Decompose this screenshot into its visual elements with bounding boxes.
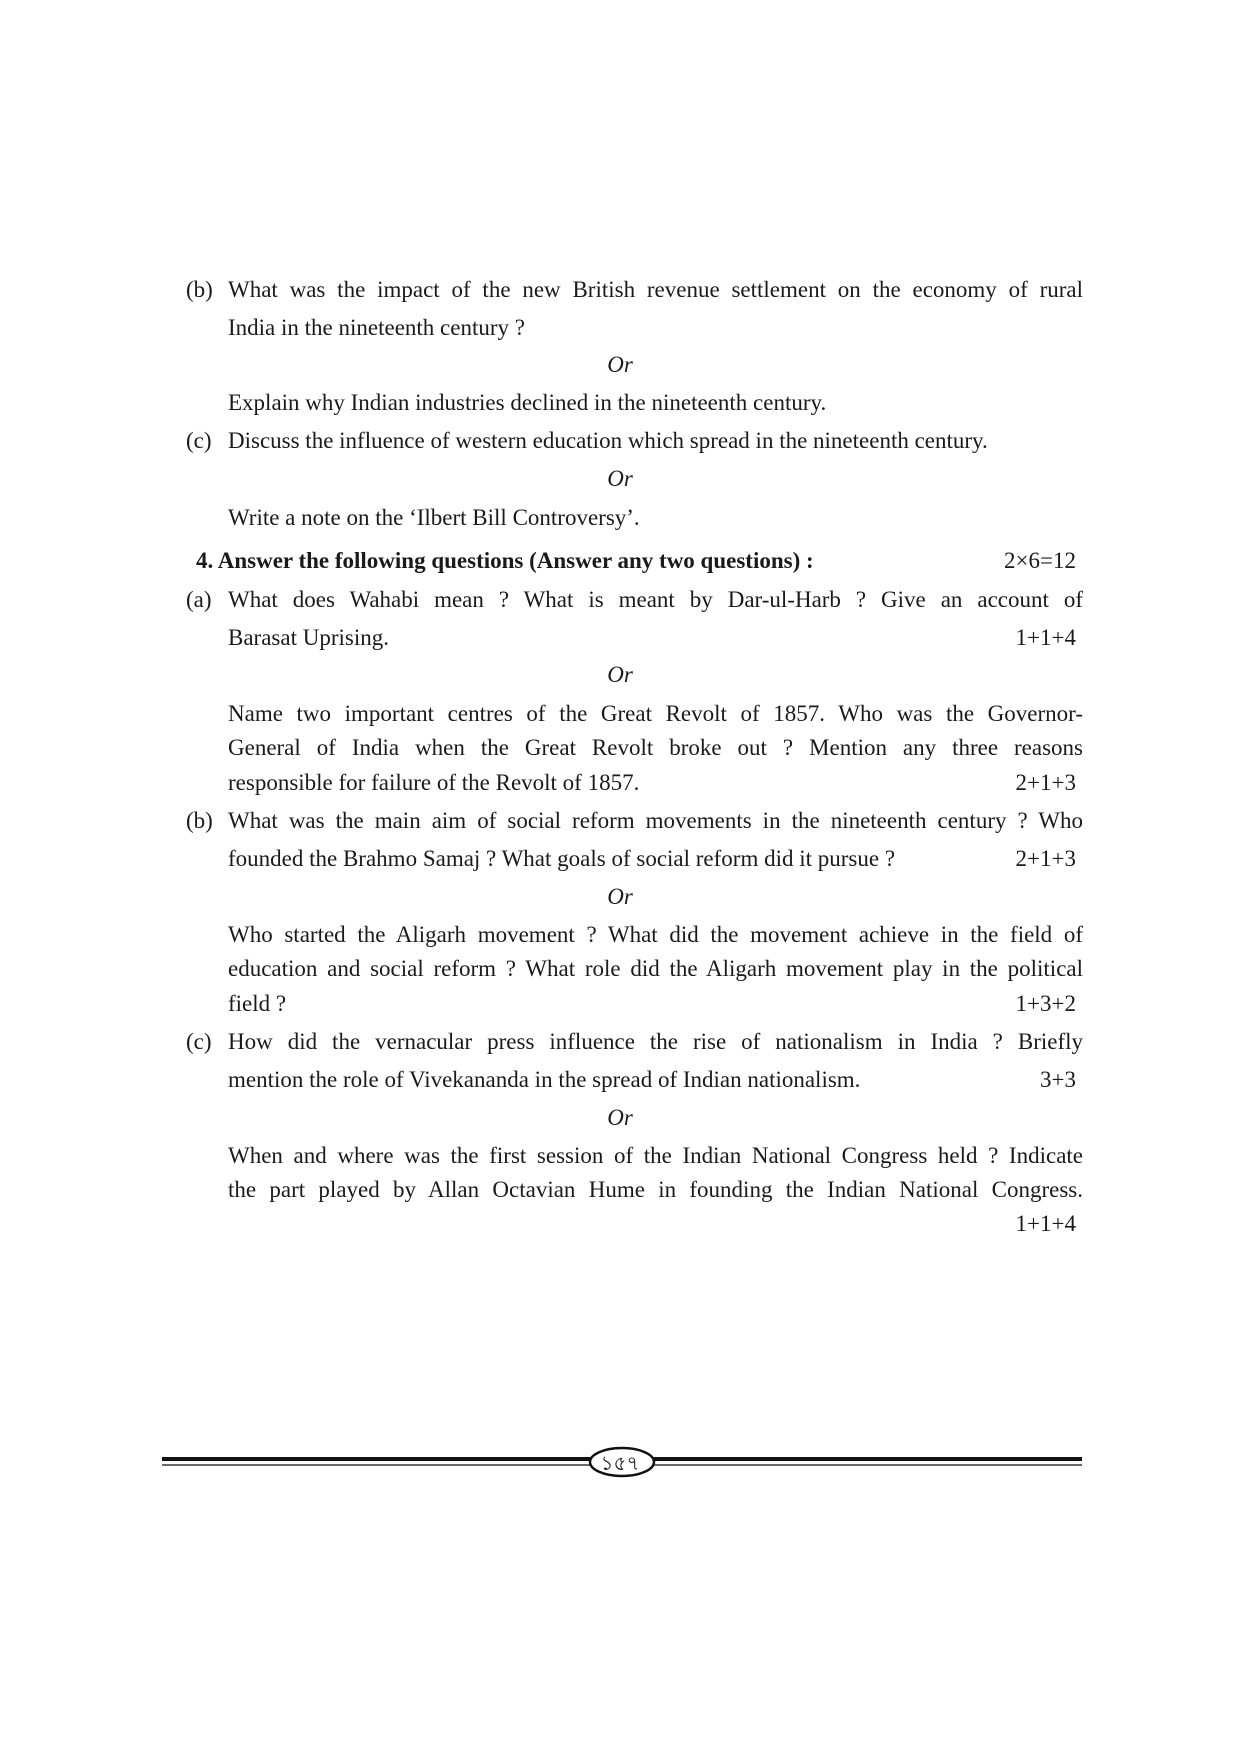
section-heading: 4. Answer the following questions (Answer any two questions) : (196, 548, 814, 573)
question-text: founded the Brahmo Samaj ? What goals of social reform did it pursue ? (228, 846, 896, 871)
alternative-question-text: education and social reform ? What role did the Aligarh movement play in the political (228, 956, 1083, 981)
question-text: Discuss the influence of western education which spread in the nineteenth century. (228, 428, 988, 453)
question-label: (b) (186, 277, 213, 302)
question-label: (c) (186, 1029, 212, 1054)
or-separator: Or (607, 352, 633, 377)
question-marks: 2+1+3 (1015, 846, 1076, 871)
section-marks: 2×6=12 (1004, 548, 1076, 573)
question-text: India in the nineteenth century ? (228, 315, 525, 340)
alternative-question-text: Explain why Indian industries declined in the nineteenth century. (228, 390, 827, 415)
question-marks: 1+1+4 (1015, 625, 1076, 650)
question-marks: 3+3 (1040, 1067, 1076, 1092)
question-marks: 1+1+4 (1015, 1211, 1076, 1236)
alternative-question-text: field ? (228, 991, 287, 1016)
alternative-question-text: Name two important centres of the Great Revolt of 1857. Who was the Governor- (228, 701, 1083, 726)
alternative-question-text: General of India when the Great Revolt broke out ? Mention any three reasons (228, 735, 1083, 760)
or-separator: Or (607, 1105, 633, 1130)
alternative-question-text: the part played by Allan Octavian Hume in founding the Indian National Congress. (228, 1177, 1083, 1202)
alternative-question-text: Write a note on the ‘Ilbert Bill Controversy’. (228, 505, 640, 530)
or-separator: Or (607, 884, 633, 909)
alternative-question-text: Who started the Aligarh movement ? What did the movement achieve in the field of (228, 922, 1083, 947)
or-separator: Or (607, 466, 633, 491)
or-separator: Or (607, 662, 633, 687)
alternative-question-text: responsible for failure of the Revolt of 1857. (228, 770, 640, 795)
question-marks: 1+3+2 (1015, 991, 1076, 1016)
question-label: (b) (186, 808, 213, 833)
question-text: What does Wahabi mean ? What is meant by Dar-ul-Harb ? Give an account of (228, 587, 1083, 612)
question-label: (a) (186, 587, 212, 612)
question-text: Barasat Uprising. (228, 625, 389, 650)
question-text: How did the vernacular press influence the rise of nationalism in India ? Briefly (228, 1029, 1083, 1054)
question-text: What was the impact of the new British revenue settlement on the economy of rural (228, 277, 1083, 302)
question-text: mention the role of Vivekananda in the spread of Indian nationalism. (228, 1067, 861, 1092)
question-marks: 2+1+3 (1015, 770, 1076, 795)
question-label: (c) (186, 428, 212, 453)
question-text: What was the main aim of social reform movements in the nineteenth century ? Who (228, 808, 1083, 833)
alternative-question-text: When and where was the first session of the Indian National Congress held ? Indicate (228, 1143, 1083, 1168)
page-number: ১৫৭ (600, 1451, 640, 1475)
